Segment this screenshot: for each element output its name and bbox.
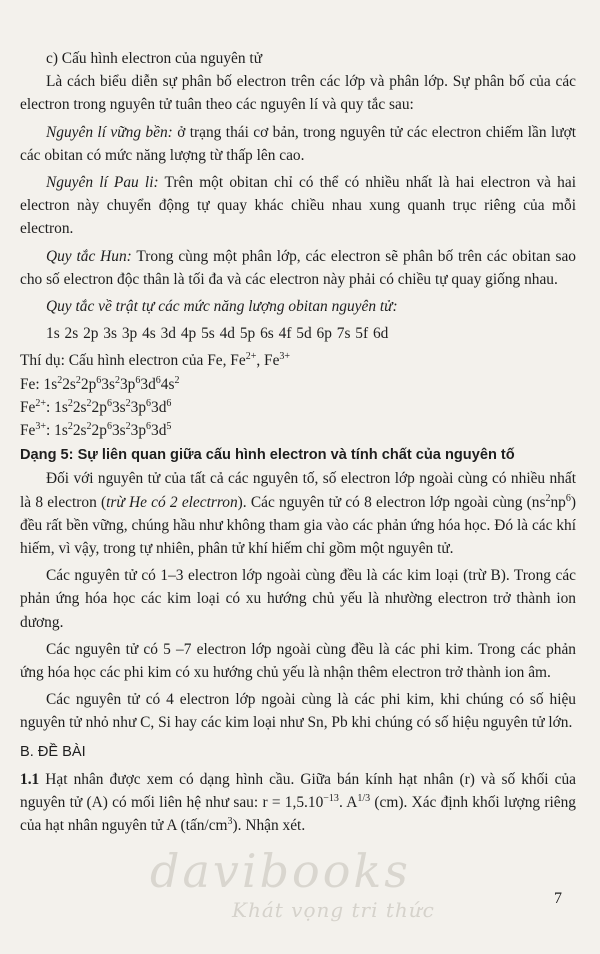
orbital: 2s bbox=[62, 375, 76, 393]
superscript: 3 bbox=[227, 816, 233, 828]
electron-count: 2 bbox=[57, 374, 63, 386]
rule-paragraph bbox=[20, 121, 576, 167]
orbital: 2p bbox=[80, 375, 97, 393]
electron-count: 6 bbox=[106, 397, 112, 409]
question-number: 1.1 bbox=[20, 770, 40, 788]
config-charge: 3+ bbox=[35, 420, 47, 432]
electron-count: 6 bbox=[96, 374, 102, 386]
text-run: ). Nhận xét. bbox=[232, 817, 306, 835]
electron-count: 2 bbox=[67, 420, 73, 432]
text-run: ). Các nguyên tử có 8 electron lớp ngoài cùng (ns bbox=[237, 493, 546, 511]
watermark-slogan: Khát vọng tri thức bbox=[232, 898, 435, 922]
config-species: Fe bbox=[20, 398, 36, 416]
config-line: $Fe^{3+}$: $1s^22s^22p^63s^23p^63d^5$ bbox=[20, 420, 172, 440]
orbital: 3d bbox=[151, 398, 167, 416]
orbital: 3d bbox=[140, 375, 156, 393]
electron-count: 6 bbox=[166, 397, 172, 409]
electron-count: 6 bbox=[146, 420, 152, 432]
section-c-intro: Là cách biểu diễn sự phân bố electron trên các lớp và phân lớp. Sự phân bố của các electron trong nguyên tử tuân theo các nguyên lí và quy tắc sau: bbox=[20, 73, 576, 114]
orbital: 1s bbox=[54, 422, 68, 440]
config-line: $Fe^{2+}$: $1s^22s^22p^63s^23p^63d^6$ bbox=[20, 397, 172, 416]
section-b-heading: B. ĐỀ BÀI bbox=[20, 743, 86, 760]
rule-text: ở trạng thái cơ bản, trong nguyên tử các electron chiếm lần lượt các obitan có mức năng lượng từ thấp lên cao. bbox=[20, 123, 576, 164]
electron-count: 2 bbox=[86, 420, 92, 432]
electron-count: 2 bbox=[67, 397, 73, 409]
italic-run: trừ He có 2 electrron bbox=[106, 493, 238, 511]
electron-count: 2 bbox=[125, 397, 131, 409]
config-line: Fe: $1s^22s^22p^63s^23p^63d^64s^2$ bbox=[20, 374, 180, 393]
superscript: 2 bbox=[545, 492, 551, 504]
superscript: −13 bbox=[323, 792, 339, 804]
charge-sup: 3+ bbox=[279, 351, 291, 363]
watermark-brand: davibooks bbox=[150, 844, 411, 898]
text-run: . A bbox=[338, 794, 358, 812]
orbital: 3p bbox=[130, 398, 147, 416]
electron-count: 6 bbox=[146, 397, 152, 409]
orbital: 2s bbox=[72, 398, 87, 416]
electron-count: 6 bbox=[155, 374, 161, 386]
dang5-paragraph: Các nguyên tử có 4 electron lớp ngoài cùng là các phi kim, khi chúng có số hiệu nguyên tử nhỏ như C, Si hay các kim loại như Sn, Pb khi chúng có số hiệu nguyên tử lớn. bbox=[20, 691, 576, 732]
section-c-heading: c) Cấu hình electron của nguyên tử bbox=[46, 50, 263, 67]
electron-count: 2 bbox=[86, 397, 92, 409]
page-number: 7 bbox=[554, 890, 562, 907]
orbital: 1s bbox=[43, 375, 58, 393]
page-content bbox=[20, 47, 576, 838]
config-list bbox=[20, 373, 576, 443]
electron-count: 6 bbox=[106, 420, 112, 432]
config-charge: 2+ bbox=[35, 397, 47, 409]
rule-text: Trên một obitan chỉ có thể có nhiều nhất là hai electron và hai electron này chuyển động tự quay khác chiều nhau xung quanh trục riêng của mỗi electron. bbox=[20, 174, 576, 238]
order-label: Quy tắc về trật tự các mức năng lượng obitan nguyên tử: bbox=[46, 298, 398, 316]
example-text: Thí dụ: Cấu hình electron của Fe, Fe bbox=[20, 352, 246, 370]
orbital: 1s bbox=[54, 398, 68, 416]
order-sequence: 1s 2s 2p 3s 3p 4s 3d 4p 5s 4d 5p 6s 4f 5d 6p 7s 5f 6d bbox=[46, 325, 389, 343]
orbital: 3s bbox=[111, 422, 126, 440]
rule-paragraph bbox=[20, 171, 576, 241]
orbital: 3d bbox=[151, 422, 167, 440]
superscript: 6 bbox=[565, 492, 571, 504]
electron-count: 5 bbox=[166, 420, 172, 432]
charge-sup: 2+ bbox=[245, 351, 257, 363]
rule-label: Quy tắc Hun: bbox=[46, 247, 132, 265]
electron-count: 2 bbox=[114, 374, 120, 386]
rule-label: Nguyên lí vững bền: bbox=[46, 123, 173, 141]
orbital: 2p bbox=[91, 398, 107, 416]
electron-count: 2 bbox=[75, 374, 81, 386]
superscript: 1/3 bbox=[357, 792, 371, 804]
orbital: 2p bbox=[91, 422, 107, 440]
text-run: np bbox=[550, 493, 566, 511]
orbital: 3p bbox=[130, 422, 147, 440]
question-paragraph bbox=[20, 768, 576, 838]
electron-count: 6 bbox=[135, 374, 141, 386]
text-run: (cm). Xác định khối lượng riêng của hạt nhân nguyên tử A (tấn/cm bbox=[20, 794, 576, 835]
orbital: 2s bbox=[72, 422, 87, 440]
dang5-paragraph bbox=[20, 467, 576, 560]
orbital: 3s bbox=[101, 375, 115, 393]
config-species: Fe bbox=[20, 375, 36, 393]
orbital: 4s bbox=[160, 375, 175, 393]
text-run: Đối với nguyên tử của tất cả các nguyên tố, số electron lớp ngoài cùng có nhiều nhất là 8 electron ( bbox=[20, 470, 576, 511]
dang5-paragraph: Các nguyên tử có 5 –7 electron lớp ngoài cùng đều là các phi kim. Trong các phản ứng hóa học các phi kim có xu hướng chủ yếu là nhận thêm electron trở thành ion âm. bbox=[20, 640, 576, 682]
rule-label: Nguyên lí Pau li: bbox=[46, 174, 159, 192]
text-run: ) đều rất bền vững, chúng hầu như không tham gia vào các phản ứng hóa học. Đó là các khí hiếm, vì vậy, trong tự nhiên, phân tử khí hiếm chỉ gồm một nguyên tử. bbox=[20, 493, 576, 558]
text-run: Hạt nhân được xem có dạng hình cầu. Giữa bán kính hạt nhân (r) và số khối của nguyên tử (A) có mối liên hệ như sau: r = 1,5.10 bbox=[20, 770, 576, 812]
dang5-paragraph: Các nguyên tử có 1–3 electron lớp ngoài cùng đều là các kim loại (trừ B). Trong các phản ứng hóa học các kim loại có xu hướng chủ yếu là nhường electron trở thành ion dương. bbox=[20, 567, 576, 631]
rule-text: Trong cùng một phân lớp, các electron sẽ phân bố trên các obitan sao cho số electron độc thân là tối đa và các electron này phải có chiều tự quay giống nhau. bbox=[20, 247, 577, 288]
example-line bbox=[20, 349, 576, 372]
config-species: Fe bbox=[20, 422, 36, 440]
example-sep: , Fe bbox=[256, 352, 280, 370]
rule-paragraph bbox=[20, 245, 576, 291]
electron-count: 2 bbox=[125, 420, 131, 432]
dang5-heading: Dạng 5: Sự liên quan giữa cấu hình electron và tính chất của nguyên tố bbox=[20, 447, 515, 464]
electron-count: 2 bbox=[174, 374, 180, 386]
orbital: 3p bbox=[119, 375, 136, 393]
orbital: 3s bbox=[111, 398, 126, 416]
